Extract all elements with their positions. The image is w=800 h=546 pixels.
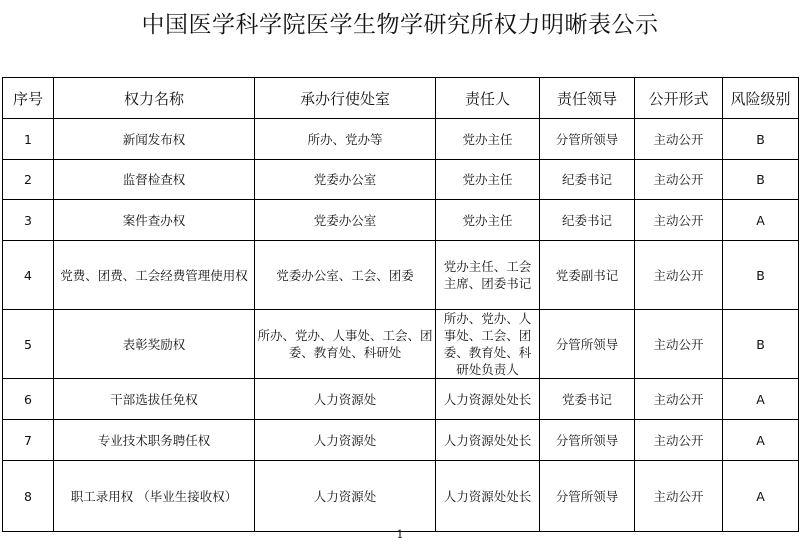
table-row [3, 310, 799, 379]
cell-responsible: 所办、党办、人事处、工会、团委、教育处、科研处负责人 [436, 310, 540, 379]
cell-risk: A [723, 420, 799, 461]
cell-risk: A [723, 200, 799, 241]
cell-responsible: 人力资源处处长 [436, 420, 540, 461]
cell-responsible: 党办主任 [436, 160, 540, 200]
column-header-risk: 风险级别 [723, 78, 799, 119]
cell-responsible: 党办主任 [436, 200, 540, 241]
cell-form: 主动公开 [635, 160, 723, 200]
page-number: 1 [396, 528, 404, 541]
cell-leader: 分管所领导 [540, 119, 635, 160]
cell-no: 5 [3, 310, 54, 379]
cell-no: 8 [3, 461, 54, 532]
table-row [3, 200, 799, 241]
column-header-name: 权力名称 [54, 78, 255, 119]
cell-no: 4 [3, 241, 54, 310]
cell-no: 2 [3, 160, 54, 200]
cell-form: 主动公开 [635, 200, 723, 241]
cell-form: 主动公开 [635, 119, 723, 160]
cell-name: 干部选拔任免权 [54, 379, 255, 420]
column-header-leader: 责任领导 [540, 78, 635, 119]
cell-name: 表彰奖励权 [54, 310, 255, 379]
cell-no: 1 [3, 119, 54, 160]
column-header-no: 序号 [3, 78, 54, 119]
table-row [3, 119, 799, 160]
cell-office: 所办、党办等 [255, 119, 436, 160]
cell-leader: 分管所领导 [540, 461, 635, 532]
cell-name: 专业技术职务聘任权 [54, 420, 255, 461]
cell-name: 案件查办权 [54, 200, 255, 241]
column-header-form: 公开形式 [635, 78, 723, 119]
table-row [3, 461, 799, 532]
cell-office: 所办、党办、人事处、工会、团委、教育处、科研处 [255, 310, 436, 379]
cell-no: 3 [3, 200, 54, 241]
power-table [2, 77, 799, 532]
cell-no: 6 [3, 379, 54, 420]
cell-office: 人力资源处 [255, 420, 436, 461]
cell-responsible: 党办主任 [436, 119, 540, 160]
cell-responsible: 人力资源处处长 [436, 379, 540, 420]
cell-office: 人力资源处 [255, 379, 436, 420]
page-title: 中国医学科学院医学生物学研究所权力明晰表公示 [141, 12, 659, 38]
cell-name: 新闻发布权 [54, 119, 255, 160]
cell-risk: B [723, 310, 799, 379]
cell-risk: B [723, 241, 799, 310]
cell-responsible: 党办主任、工会主席、团委书记 [436, 241, 540, 310]
column-header-office: 承办行使处室 [255, 78, 436, 119]
cell-no: 7 [3, 420, 54, 461]
cell-form: 主动公开 [635, 461, 723, 532]
cell-office: 党委办公室、工会、团委 [255, 241, 436, 310]
cell-leader: 纪委书记 [540, 160, 635, 200]
cell-leader: 党委书记 [540, 379, 635, 420]
header-row [3, 78, 799, 119]
cell-leader: 党委副书记 [540, 241, 635, 310]
cell-responsible: 人力资源处处长 [436, 461, 540, 532]
cell-office: 党委办公室 [255, 160, 436, 200]
cell-form: 主动公开 [635, 241, 723, 310]
cell-form: 主动公开 [635, 379, 723, 420]
cell-name: 党费、团费、工会经费管理使用权 [54, 241, 255, 310]
column-header-responsible: 责任人 [436, 78, 540, 119]
cell-risk: B [723, 160, 799, 200]
cell-form: 主动公开 [635, 310, 723, 379]
table-row [3, 160, 799, 200]
table-row [3, 241, 799, 310]
cell-leader: 分管所领导 [540, 310, 635, 379]
cell-form: 主动公开 [635, 420, 723, 461]
cell-leader: 纪委书记 [540, 200, 635, 241]
table-row [3, 379, 799, 420]
table-row [3, 420, 799, 461]
cell-risk: A [723, 379, 799, 420]
cell-office: 人力资源处 [255, 461, 436, 532]
cell-office: 党委办公室 [255, 200, 436, 241]
cell-risk: A [723, 461, 799, 532]
cell-name: 监督检查权 [54, 160, 255, 200]
cell-risk: B [723, 119, 799, 160]
cell-name: 职工录用权 （毕业生接收权） [54, 461, 255, 532]
cell-leader: 分管所领导 [540, 420, 635, 461]
